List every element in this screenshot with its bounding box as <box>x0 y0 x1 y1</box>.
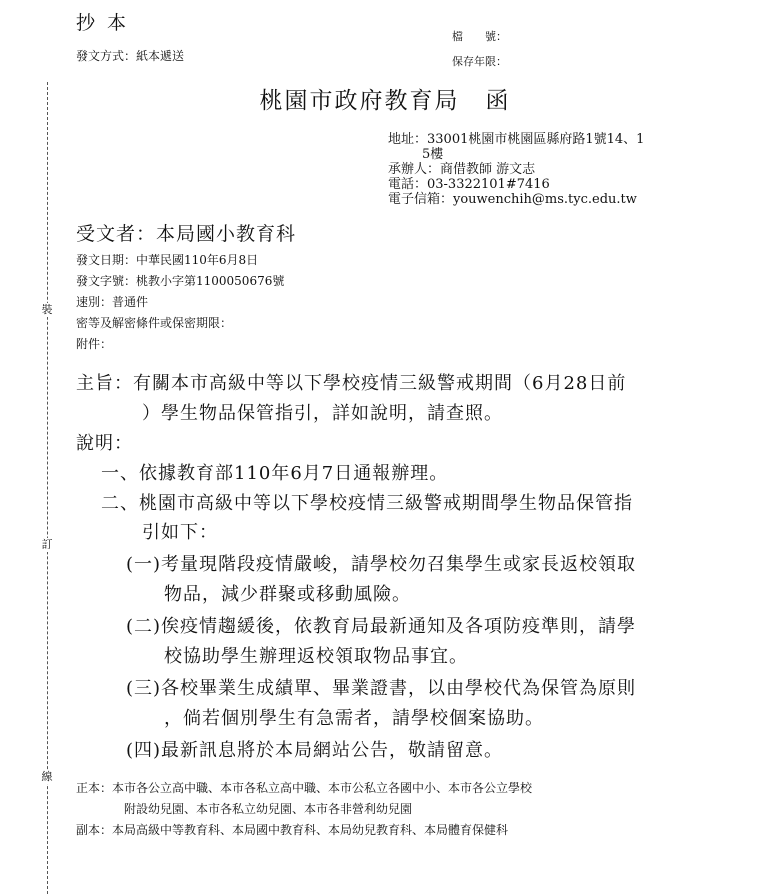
sub-item-1-line-2: 物品，減少群聚或移動風險。 <box>164 584 411 605</box>
document-number: 發文字號：桃教小字第1100050676號 <box>76 274 285 288</box>
copy-recipients: 副本：本局高級中等教育科、本局國中教育科、本局幼兒教育科、本局體育保健科 <box>76 823 509 837</box>
sub-item-1-line-1: (一)考量現階段疫情嚴峻，請學校勿召集學生或家長返校領取 <box>126 554 637 575</box>
retention-period-label: 保存年限： <box>452 55 507 68</box>
secrecy-level: 密等及解密條件或保密期限： <box>76 316 233 330</box>
sub-item-4-line-1: (四)最新訊息將於本局網站公告，敬請留意。 <box>126 740 504 761</box>
explanation-item-2-line-1: 二、桃園市高級中等以下學校疫情三級警戒期間學生物品保管指 <box>101 493 633 514</box>
issue-date: 發文日期：中華民國110年6月8日 <box>76 253 259 267</box>
agency-name: 桃園市政府教育局 <box>259 88 460 114</box>
address-line-2: 5樓 <box>422 147 444 162</box>
email: 電子信箱：youwenchih@ms.tyc.edu.tw <box>388 192 637 207</box>
binding-mark-ding: 訂 <box>39 538 55 552</box>
copy-label: 抄本 <box>76 12 139 34</box>
sub-item-3-line-2: ，倘若個別學生有急需者，請學校個案協助。 <box>164 708 544 729</box>
document-type: 函 <box>485 88 511 114</box>
sub-item-2-line-1: (二)俟疫情趨緩後，依教育局最新通知及各項防疫準則，請學 <box>126 616 637 637</box>
main-recipients-line-1: 正本：本市各公立高中職、本市各私立高中職、本市公私立各國中小、本市各公立學校 <box>76 781 533 795</box>
delivery-speed: 速別：普通件 <box>76 295 149 309</box>
file-number-label: 檔 號： <box>452 30 507 43</box>
sub-item-3-line-1: (三)各校畢業生成績單、畢業證書，以由學校代為保管為原則 <box>126 678 637 699</box>
binding-mark-zhuang: 裝 <box>39 303 55 317</box>
handler: 承辦人：商借教師 游文志 <box>388 162 536 177</box>
explanation-item-1: 一、依據教育部110年6月7日通報辦理。 <box>101 463 449 484</box>
recipient: 受文者：本局國小教育科 <box>76 223 297 245</box>
explanation-item-2-line-2: 引如下： <box>142 522 218 543</box>
address-line-1: 地址：33001桃園市桃園區縣府路1號14、1 <box>388 132 645 147</box>
subject-line-1: 主旨：有關本市高級中等以下學校疫情三級警戒期間（6月28日前 <box>76 373 627 394</box>
sub-item-2-line-2: 校協助學生辦理返校領取物品事宜。 <box>164 646 468 667</box>
document-title <box>0 82 770 115</box>
contact-block <box>388 132 644 207</box>
explanation-label: 說明： <box>76 433 133 454</box>
subject-line-2: ）學生物品保管指引，詳如說明，請查照。 <box>142 403 503 424</box>
delivery-method: 發文方式：紙本遞送 <box>76 49 185 63</box>
binding-mark-xian: 線 <box>39 770 55 784</box>
main-recipients-line-2: 附設幼兒園、本市各私立幼兒園、本市各非營利幼兒園 <box>124 802 413 816</box>
attachments: 附件： <box>76 337 113 351</box>
phone: 電話：03-3322101#7416 <box>388 177 550 192</box>
